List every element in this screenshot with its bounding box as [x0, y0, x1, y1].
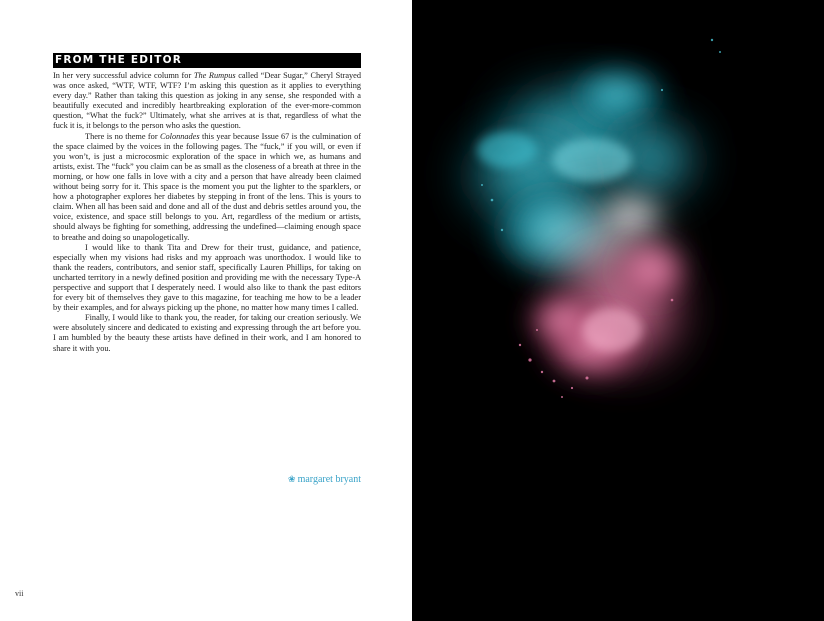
- paragraph-2-text-a: There is no theme for: [85, 131, 160, 141]
- paragraph-1: [53, 71, 361, 132]
- paragraph-1-text-a: In her very successful advice column for: [53, 71, 194, 80]
- paragraph-2: [53, 132, 361, 243]
- publication-title: The Rumpus: [193, 71, 236, 80]
- paragraph-4: Finally, I would like to thank you, the reader, for taking our creation seriously. We were absolutely sincere and dedicated to existing and expressing through the art before you. I am humbled by the beauty these artists have defined in their work, and I am honored to share it with you.: [53, 313, 361, 353]
- signature-name: margaret bryant: [297, 474, 361, 485]
- paragraph-1-text-b: called “Dear Sugar,” Cheryl Strayed was once asked, “WTF, WTF, WTF? I’m asking this question as it applies to everything every day.” Rather than taking this question as joking in any sense, she responded with a beautifully executed and incredibly heartbreaking exploration of the ever-more-common question, “What the fuck?” Ultimately, what she arrives at is that, regardless of what the fuck it is, it belongs to the person who asks the question.: [53, 71, 362, 131]
- page-number: vii: [15, 589, 24, 598]
- right-page-photo: [412, 0, 824, 621]
- section-header: FROM THE EDITOR: [53, 53, 361, 68]
- paragraph-3: I would like to thank Tita and Drew for their trust, guidance, and patience, especially when my visions had risks and my approach was unorthodox. I would like to thank the readers, contributors, and senior staff, specifically Lauren Phillips, for taking on uncharted territory in a newly defined position and providing me with the necessary Type-A perspective and support that I desperately need. I would also like to thank the past editors for every bit of themselves they gave to this magazine, for teaching me how to be a leader by their examples, and for always picking up the phone, no matter how many times I called.: [53, 242, 361, 313]
- magazine-title: Colonnades: [159, 131, 200, 141]
- color-powder-explosion-image: [412, 0, 824, 621]
- editor-signature: [232, 474, 361, 485]
- flower-icon: ❀: [288, 474, 296, 484]
- paragraph-2-text-b: this year because Issue 67 is the culmination of the space claimed by the voices in the following pages. The “fuck,” if you will, or even if you won’t, is just a microcosmic exploration of the space in which we, as humans and artists, exist. The “fuck” you claim can be as small as the closeness of a breath at three in the morning, or how one falls in love with a city and a person that have already been claimed without being sorry for it. This space is the moment you put the lighter to the sparklers, or how a photographer explores her diabetes by stepping in front of the lens. This is yours to claim. When all has been said and done and all of the dust and debris settles around you, the voice, existence, and space still belongs to you. Art, regardless of the medium or artists, should always be fighting for something, addressing the undefined—claiming enough space to breathe and doing so unapologetically.: [53, 131, 361, 242]
- editor-letter: [53, 71, 361, 354]
